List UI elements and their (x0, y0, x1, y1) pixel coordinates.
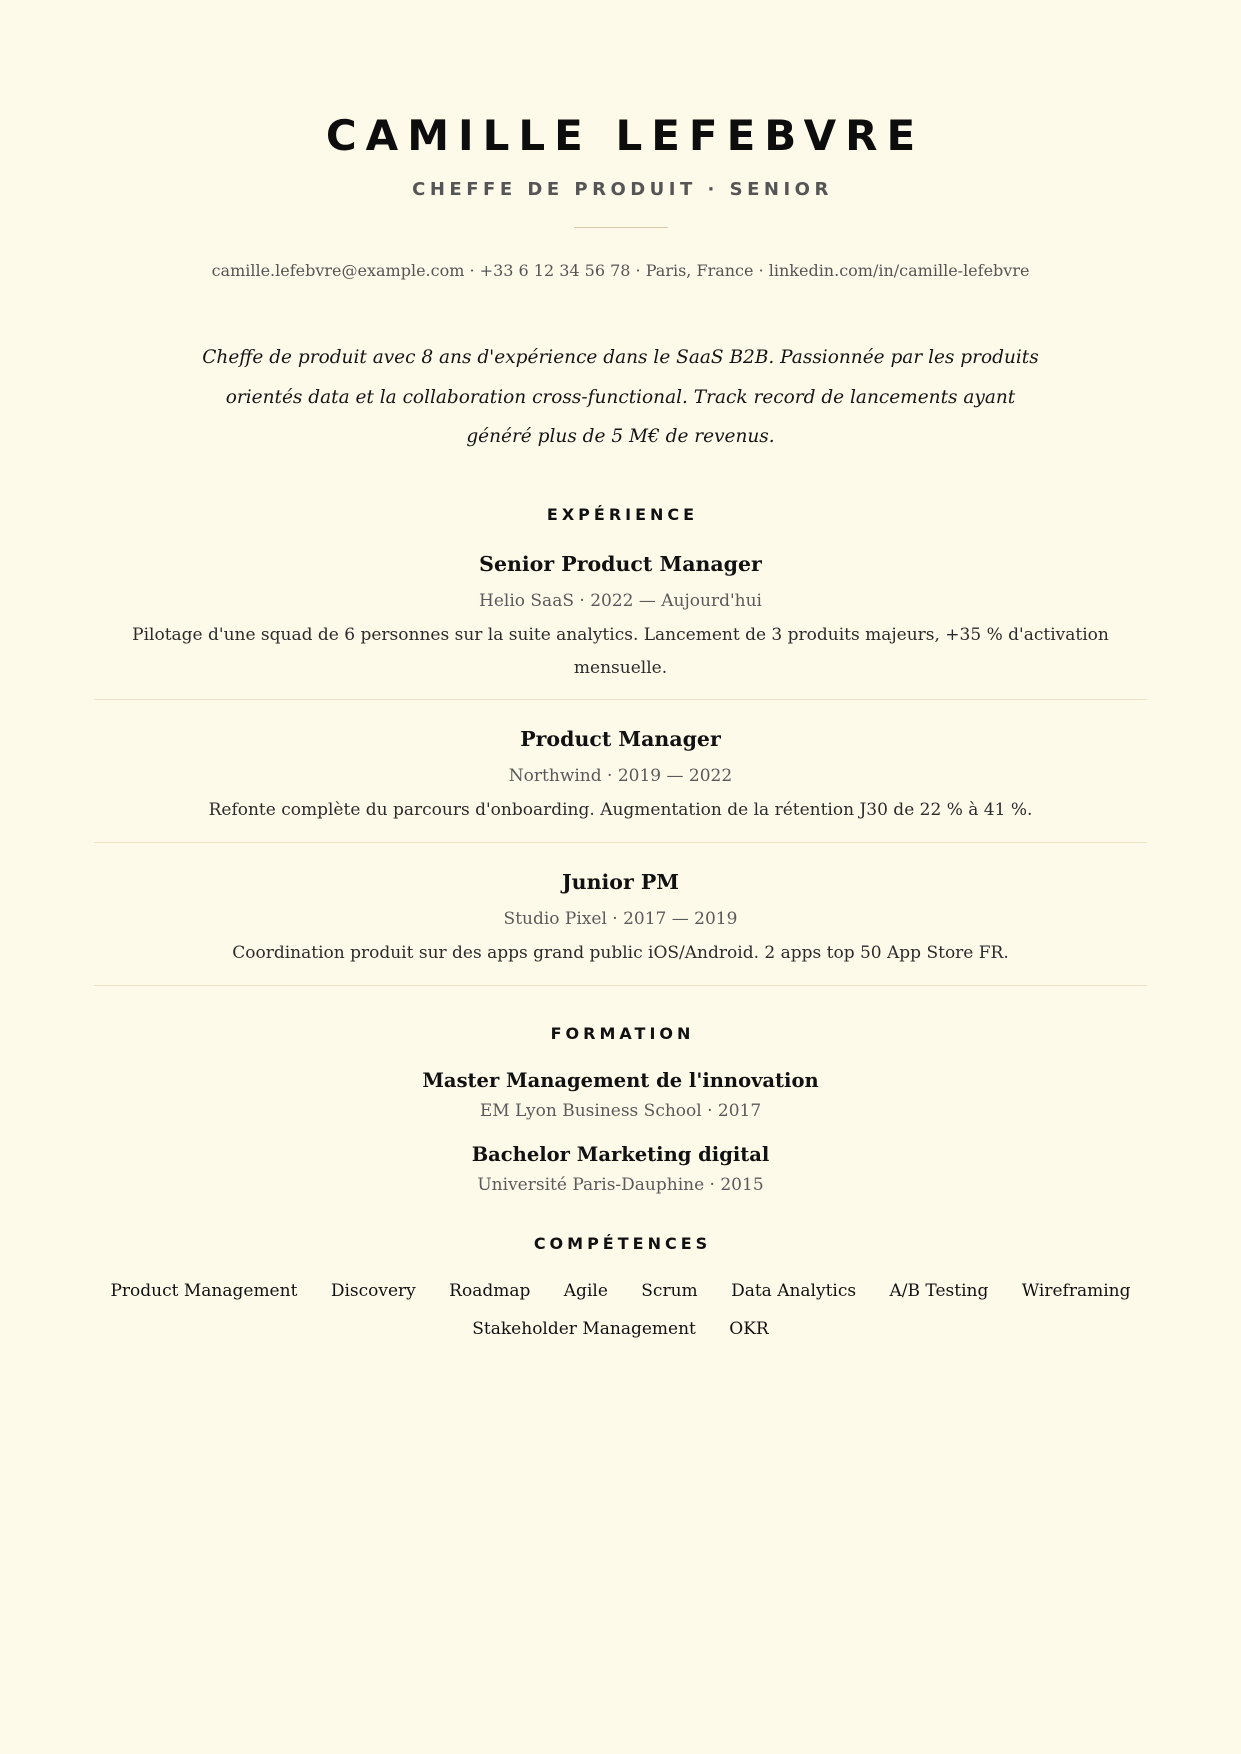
job-meta: Studio Pixel · 2017 — 2019 (503, 908, 738, 929)
skill-tag: Agile (563, 1280, 608, 1301)
job-title: Senior Product Manager (479, 551, 762, 576)
job-description: Refonte complète du parcours d'onboarding. Augmentation de la rétention J30 de 22 % à 41 %. (208, 799, 1033, 820)
section-title-experience: EXPÉRIENCE (546, 504, 699, 524)
skill-tag: A/B Testing (889, 1280, 989, 1301)
education-list (0, 1068, 1241, 1196)
candidate-name: CAMILLE LEFEBVRE (325, 111, 925, 160)
degree-meta: Université Paris-Dauphine · 2015 (477, 1174, 764, 1195)
job-description: Coordination produit sur des apps grand public iOS/Android. 2 apps top 50 App Store FR. (232, 942, 1009, 963)
skills-list (94, 1272, 1147, 1348)
section-title-education: FORMATION (550, 1023, 695, 1043)
skill-tag: Roadmap (449, 1280, 531, 1301)
section-title-skills: COMPÉTENCES (533, 1233, 712, 1253)
job-description: Pilotage d'une squad de 6 personnes sur la suite analytics. Lancement de 3 produits majeurs, +35 % d'activation mensuelle. (132, 624, 1109, 678)
experience-list (94, 525, 1147, 986)
job-meta: Helio SaaS · 2022 — Aujourd'hui (479, 590, 762, 611)
degree-title: Master Management de l'innovation (422, 1068, 819, 1092)
skill-tag: Wireframing (1021, 1280, 1131, 1301)
education-item (0, 1068, 1241, 1122)
profile-summary: Cheffe de produit avec 8 ans d'expérience dans le SaaS B2B. Passionnée par les produits orientés data et la collaboration cross-functional. Track record de lancements ayant généré plus de 5 M€ de revenus. (202, 347, 1039, 447)
header-divider (574, 227, 668, 228)
skill-tag: Stakeholder Management (472, 1318, 696, 1339)
degree-title: Bachelor Marketing digital (471, 1142, 770, 1166)
education-item (0, 1142, 1241, 1196)
job-title: Product Manager (520, 726, 721, 751)
skill-tag: Scrum (641, 1280, 698, 1301)
candidate-role: CHEFFE DE PRODUIT · SENIOR (412, 179, 833, 200)
skill-tag: Data Analytics (731, 1280, 857, 1301)
experience-item (94, 843, 1147, 986)
skill-tag: OKR (729, 1318, 769, 1339)
experience-item (94, 525, 1147, 700)
contact-line: camille.lefebvre@example.com · +33 6 12 34 56 78 · Paris, France · linkedin.com/in/camille-lefebvre (211, 261, 1030, 280)
skill-tag: Product Management (110, 1280, 298, 1301)
job-meta: Northwind · 2019 — 2022 (508, 765, 733, 786)
experience-item (94, 700, 1147, 843)
skill-tag: Discovery (330, 1280, 416, 1301)
degree-meta: EM Lyon Business School · 2017 (479, 1100, 762, 1121)
resume-header (0, 0, 1241, 281)
job-title: Junior PM (561, 869, 679, 894)
